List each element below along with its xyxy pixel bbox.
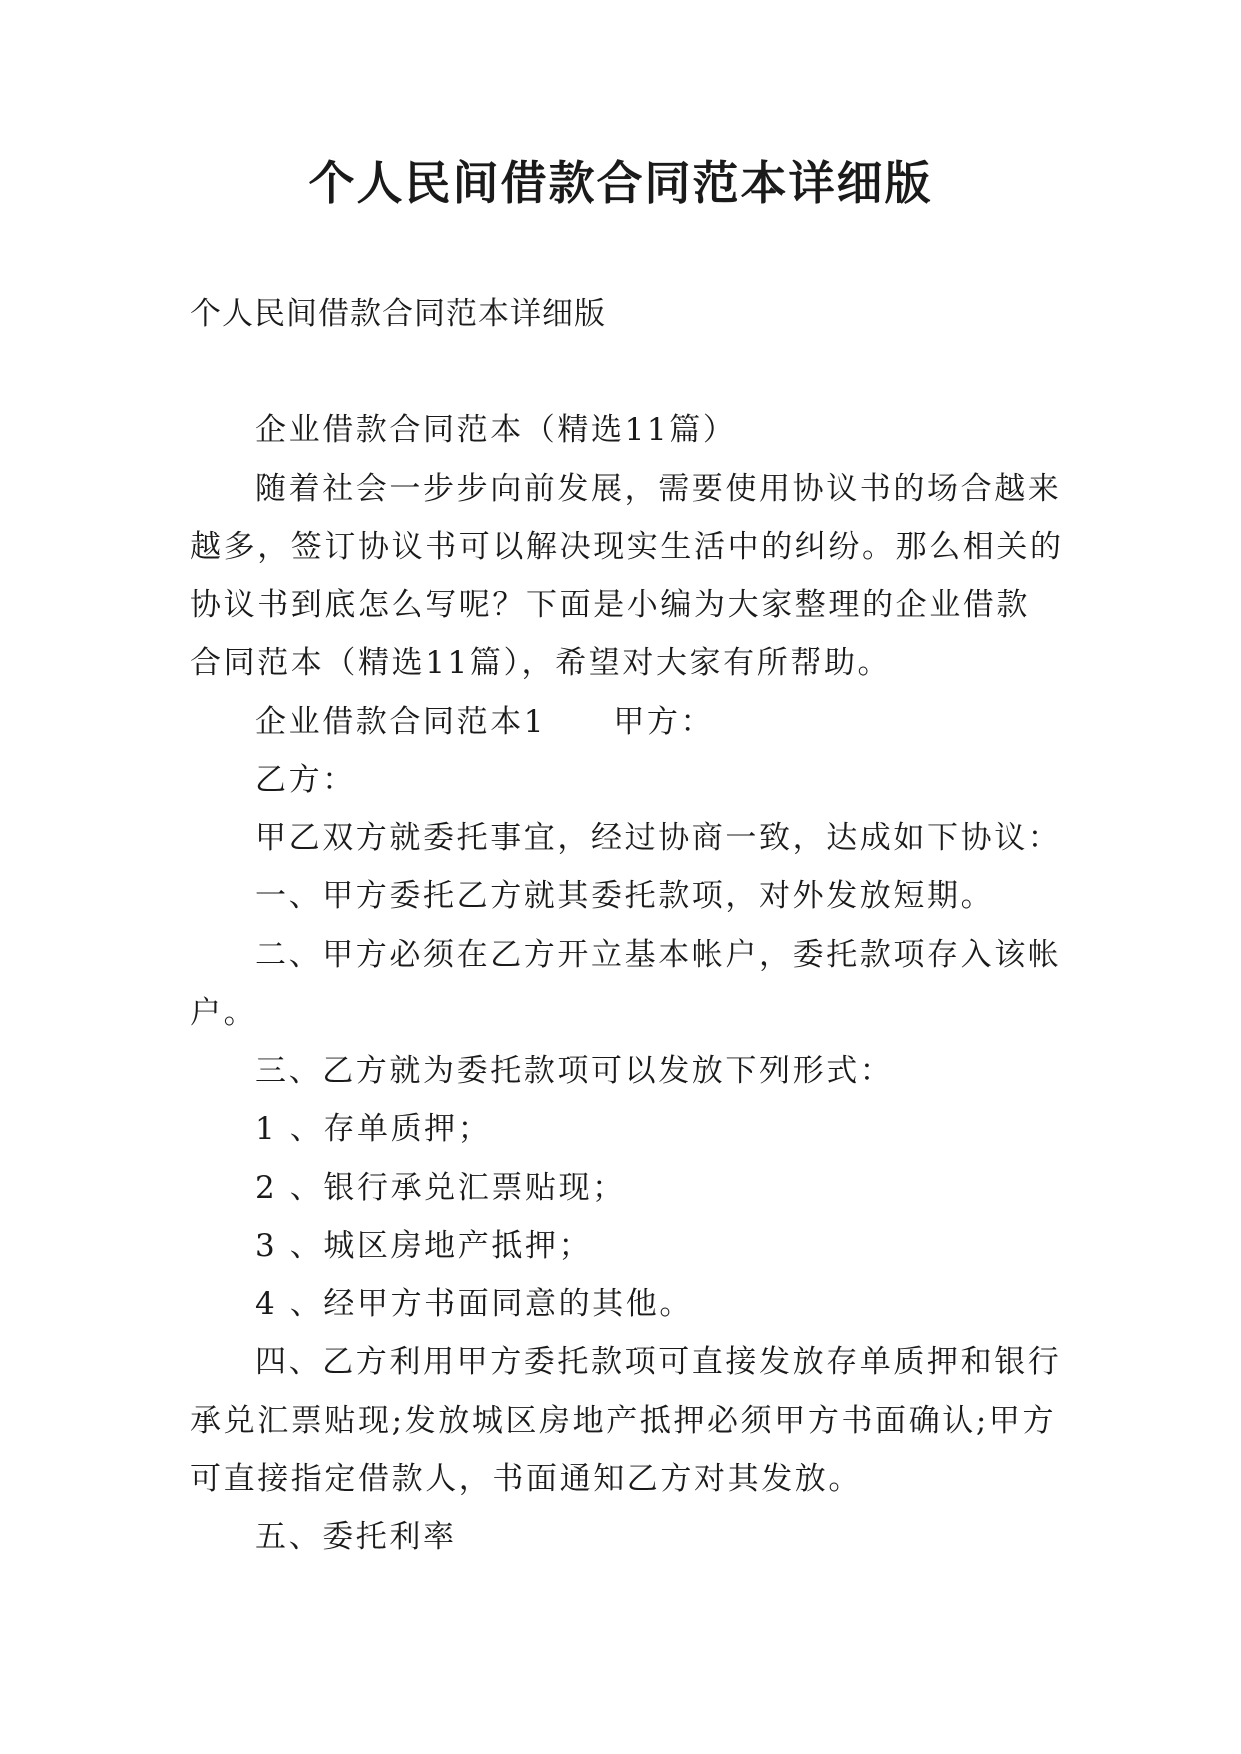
paragraph-line: 企业借款合同范本1 甲方： — [255, 704, 715, 740]
list-item: 3 、城区房地产抵押； — [255, 1228, 593, 1264]
paragraph-line: 一、甲方委托乙方就其委托款项，对外发放短期。 — [255, 878, 995, 914]
paragraph-line: 承兑汇票贴现;发放城区房地产抵押必须甲方书面确认;甲方 — [190, 1403, 1057, 1439]
paragraph-line: 越多，签订协议书可以解决现实生活中的纠纷。那么相关的 — [190, 529, 1064, 565]
paragraph-line: 三、乙方就为委托款项可以发放下列形式： — [255, 1053, 894, 1089]
paragraph-line: 乙方： — [255, 762, 356, 798]
document-subtitle: 个人民间借款合同范本详细版 — [190, 296, 606, 332]
paragraph-line: 合同范本（精选11篇），希望对大家有所帮助。 — [190, 645, 892, 681]
paragraph-line: 户。 — [190, 995, 258, 1031]
list-item: 4 、经甲方书面同意的其他。 — [255, 1286, 693, 1322]
paragraph-line: 四、乙方利用甲方委托款项可直接发放存单质押和银行 — [255, 1344, 1062, 1380]
paragraph-line: 可直接指定借款人，书面通知乙方对其发放。 — [190, 1461, 862, 1497]
list-item: 2 、银行承兑汇票贴现； — [255, 1170, 626, 1206]
section-heading: 企业借款合同范本（精选11篇） — [255, 412, 737, 448]
paragraph-line: 随着社会一步步向前发展，需要使用协议书的场合越来 — [255, 471, 1062, 507]
paragraph-line: 五、委托利率 — [255, 1519, 457, 1555]
list-item: 1 、存单质押； — [255, 1111, 492, 1147]
paragraph-line: 二、甲方必须在乙方开立基本帐户，委托款项存入该帐 — [255, 937, 1062, 973]
document-title: 个人民间借款合同范本详细版 — [308, 156, 933, 210]
paragraph-line: 甲乙双方就委托事宜，经过协商一致，达成如下协议： — [255, 820, 1062, 856]
paragraph-line: 协议书到底怎么写呢？下面是小编为大家整理的企业借款 — [190, 587, 1030, 623]
